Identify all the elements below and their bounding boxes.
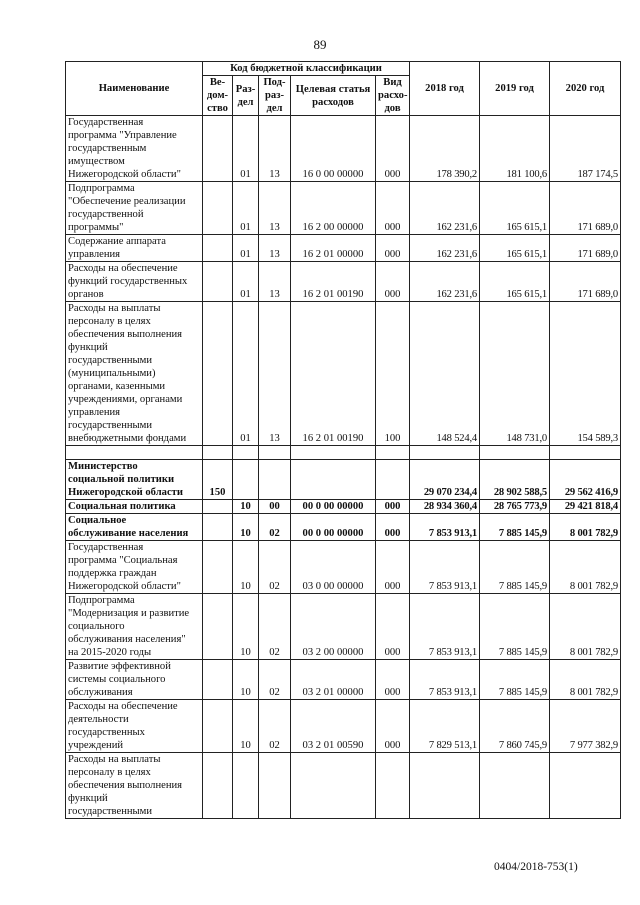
- page-number: 89: [313, 37, 327, 52]
- amount-2020-cell: 171 689,0: [550, 235, 621, 262]
- header-line: Под-: [263, 77, 286, 88]
- razdel-cell: 01: [233, 182, 259, 235]
- expense-type-cell: 000: [376, 700, 410, 753]
- target-article-cell: [291, 460, 376, 500]
- expense-type-cell: 000: [376, 660, 410, 700]
- razdel-cell: 10: [233, 594, 259, 660]
- razdel-cell: 01: [233, 116, 259, 182]
- razdel-cell: 10: [233, 660, 259, 700]
- row-name-line: Социальная политика: [68, 501, 176, 512]
- empty-cell: [480, 446, 550, 460]
- row-name: [66, 302, 203, 446]
- row-name-line: государственными: [68, 420, 153, 431]
- row-name-line: органов: [68, 289, 104, 300]
- expense-type-cell: [376, 753, 410, 819]
- header-line: дов: [384, 103, 401, 114]
- amount-2018-cell: 7 853 913,1: [410, 594, 480, 660]
- row-name-line: Нижегородской области": [68, 581, 181, 592]
- amount-2020-cell: 154 589,3: [550, 302, 621, 446]
- table-row: [66, 182, 621, 235]
- row-name: [66, 182, 203, 235]
- row-name-line: внебюджетными фондами: [68, 433, 187, 444]
- table-row: [66, 753, 621, 819]
- row-name: [66, 262, 203, 302]
- amount-2019-cell: 7 885 145,9: [480, 541, 550, 594]
- row-name-line: Нижегородской области": [68, 169, 181, 180]
- header-line: Вид: [383, 77, 402, 88]
- expense-type-cell: 000: [376, 514, 410, 541]
- row-name-line: деятельности: [68, 714, 129, 725]
- amount-2018-cell: 162 231,6: [410, 262, 480, 302]
- amount-2020-cell: 8 001 782,9: [550, 660, 621, 700]
- expense-type-cell: 000: [376, 594, 410, 660]
- target-article-cell: 16 2 01 00000: [291, 235, 376, 262]
- amount-2018-cell: 29 070 234,4: [410, 460, 480, 500]
- header-name: Наименование: [66, 62, 203, 116]
- podrazdel-cell: 02: [259, 660, 291, 700]
- row-name-line: Расходы на обеспечение: [68, 701, 178, 712]
- row-name-line: функций: [68, 793, 108, 804]
- amount-2018-cell: 7 829 513,1: [410, 700, 480, 753]
- amount-2019-cell: 165 615,1: [480, 182, 550, 235]
- row-name-line: персоналу в целях: [68, 767, 151, 778]
- header-line: дел: [266, 103, 283, 114]
- vedomstvo-cell: [203, 182, 233, 235]
- razdel-cell: [233, 753, 259, 819]
- podrazdel-cell: 00: [259, 500, 291, 514]
- header-target-article: [291, 76, 376, 116]
- amount-2019-cell: 7 885 145,9: [480, 660, 550, 700]
- header-line: дом-: [206, 90, 229, 101]
- target-article-cell: 16 2 00 00000: [291, 182, 376, 235]
- row-name: [66, 594, 203, 660]
- row-name-line: поддержка граждан: [68, 568, 157, 579]
- empty-cell: [291, 446, 376, 460]
- table-body: [66, 116, 621, 819]
- amount-2019-cell: 181 100,6: [480, 116, 550, 182]
- row-name-line: Расходы на выплаты: [68, 303, 161, 314]
- row-name-line: учреждений: [68, 740, 124, 751]
- podrazdel-cell: 13: [259, 182, 291, 235]
- vedomstvo-cell: [203, 235, 233, 262]
- vedomstvo-cell: [203, 541, 233, 594]
- target-article-cell: 03 2 01 00000: [291, 660, 376, 700]
- target-article-cell: 00 0 00 00000: [291, 514, 376, 541]
- row-name-line: государственными: [68, 806, 153, 817]
- empty-cell: [550, 446, 621, 460]
- row-name-line: на 2015-2020 годы: [68, 647, 152, 658]
- budget-table: [65, 61, 621, 819]
- empty-cell: [259, 446, 291, 460]
- row-name-line: управления: [68, 407, 121, 418]
- amount-2018-cell: [410, 753, 480, 819]
- row-name-line: программа "Управление: [68, 130, 177, 141]
- row-name-line: обслуживания населения": [68, 634, 186, 645]
- row-name: [66, 660, 203, 700]
- amount-2019-cell: 28 765 773,9: [480, 500, 550, 514]
- table-row: [66, 514, 621, 541]
- row-name-line: государственными: [68, 355, 153, 366]
- row-name: [66, 700, 203, 753]
- row-name: [66, 500, 203, 514]
- podrazdel-cell: 02: [259, 541, 291, 594]
- target-article-cell: 16 2 01 00190: [291, 262, 376, 302]
- amount-2018-cell: 7 853 913,1: [410, 660, 480, 700]
- row-name-line: обеспечения выполнения: [68, 329, 183, 340]
- vedomstvo-cell: [203, 753, 233, 819]
- amount-2019-cell: 148 731,0: [480, 302, 550, 446]
- vedomstvo-cell: [203, 700, 233, 753]
- row-name-line: Государственная: [68, 117, 144, 128]
- row-name-line: программы": [68, 222, 124, 233]
- row-name-line: обеспечения выполнения: [68, 780, 183, 791]
- amount-2019-cell: [480, 753, 550, 819]
- podrazdel-cell: 02: [259, 514, 291, 541]
- header-year-2019: 2019 год: [480, 62, 550, 116]
- header-line: расходов: [312, 96, 354, 108]
- amount-2018-cell: 7 853 913,1: [410, 514, 480, 541]
- row-name-line: учреждениями, органами: [68, 394, 183, 405]
- row-name-line: Расходы на обеспечение: [68, 263, 178, 274]
- header-year-2018: 2018 год: [410, 62, 480, 116]
- razdel-cell: [233, 460, 259, 500]
- row-name-line: социального: [68, 621, 125, 632]
- amount-2020-cell: 8 001 782,9: [550, 541, 621, 594]
- vedomstvo-cell: [203, 594, 233, 660]
- razdel-cell: 10: [233, 500, 259, 514]
- row-name-line: государственным: [68, 143, 147, 154]
- row-name-line: социальной политики: [68, 474, 175, 485]
- expense-type-cell: 000: [376, 262, 410, 302]
- target-article-cell: 03 0 00 00000: [291, 541, 376, 594]
- row-name-line: персоналу в целях: [68, 316, 151, 327]
- header-line: Ве-: [209, 77, 226, 88]
- amount-2020-cell: 29 562 416,9: [550, 460, 621, 500]
- row-name-line: обслуживания: [68, 687, 133, 698]
- row-name-line: программа "Социальная: [68, 555, 178, 566]
- empty-cell: [203, 446, 233, 460]
- amount-2019-cell: 7 885 145,9: [480, 594, 550, 660]
- header-line: раз-: [265, 90, 284, 101]
- table-row: [66, 302, 621, 446]
- amount-2018-cell: 28 934 360,4: [410, 500, 480, 514]
- amount-2020-cell: 8 001 782,9: [550, 594, 621, 660]
- row-name-line: (муниципальными): [68, 368, 156, 379]
- row-name-line: государственных: [68, 727, 145, 738]
- expense-type-cell: 000: [376, 182, 410, 235]
- vedomstvo-cell: [203, 500, 233, 514]
- vedomstvo-cell: [203, 116, 233, 182]
- razdel-cell: 10: [233, 541, 259, 594]
- podrazdel-cell: 02: [259, 700, 291, 753]
- vedomstvo-cell: 150: [203, 460, 233, 500]
- vedomstvo-cell: [203, 514, 233, 541]
- header-vedomstvo: [203, 76, 233, 116]
- row-name-line: управления: [68, 249, 121, 260]
- header-year-2020: 2020 год: [550, 62, 621, 116]
- expense-type-cell: 000: [376, 541, 410, 594]
- row-name-line: имуществом: [68, 156, 125, 167]
- expense-type-cell: [376, 460, 410, 500]
- target-article-cell: 16 0 00 00000: [291, 116, 376, 182]
- header-classification-group: Код бюджетной классификации: [203, 62, 410, 76]
- header-podrazdel: [259, 76, 291, 116]
- amount-2019-cell: 7 885 145,9: [480, 514, 550, 541]
- row-name-line: функций: [68, 342, 108, 353]
- razdel-cell: 01: [233, 235, 259, 262]
- table-row: [66, 700, 621, 753]
- row-name-line: Расходы на выплаты: [68, 754, 161, 765]
- amount-2020-cell: 187 174,5: [550, 116, 621, 182]
- podrazdel-cell: 13: [259, 262, 291, 302]
- target-article-cell: 03 2 01 00590: [291, 700, 376, 753]
- razdel-cell: 01: [233, 262, 259, 302]
- amount-2019-cell: 7 860 745,9: [480, 700, 550, 753]
- empty-cell: [233, 446, 259, 460]
- expense-type-cell: 000: [376, 116, 410, 182]
- amount-2018-cell: 178 390,2: [410, 116, 480, 182]
- header-expense-type: [376, 76, 410, 116]
- amount-2020-cell: 8 001 782,9: [550, 514, 621, 541]
- row-name-line: органами, казенными: [68, 381, 166, 392]
- header-line: дел: [237, 96, 254, 108]
- podrazdel-cell: [259, 460, 291, 500]
- row-name-line: функций государственных: [68, 276, 188, 287]
- header-line: расхо-: [378, 90, 408, 101]
- row-name: [66, 460, 203, 500]
- vedomstvo-cell: [203, 302, 233, 446]
- header-line: Раз-: [235, 83, 256, 95]
- expense-type-cell: 100: [376, 302, 410, 446]
- amount-2018-cell: 162 231,6: [410, 235, 480, 262]
- row-name-line: "Модернизация и развитие: [68, 608, 190, 619]
- razdel-cell: 10: [233, 700, 259, 753]
- row-name-line: системы социального: [68, 674, 166, 685]
- amount-2020-cell: 7 977 382,9: [550, 700, 621, 753]
- expense-type-cell: 000: [376, 500, 410, 514]
- row-name: [66, 116, 203, 182]
- table-row: [66, 660, 621, 700]
- target-article-cell: [291, 753, 376, 819]
- amount-2019-cell: 165 615,1: [480, 235, 550, 262]
- row-name-line: Подпрограмма: [68, 183, 135, 194]
- row-name-line: государственной: [68, 209, 144, 220]
- table-row: [66, 262, 621, 302]
- amount-2018-cell: 7 853 913,1: [410, 541, 480, 594]
- amount-2018-cell: 162 231,6: [410, 182, 480, 235]
- row-name-line: "Обеспечение реализации: [68, 196, 186, 207]
- header-line: Целевая статья: [295, 83, 371, 95]
- row-name: [66, 235, 203, 262]
- target-article-cell: 00 0 00 00000: [291, 500, 376, 514]
- header-line: ство: [207, 103, 228, 114]
- razdel-cell: 01: [233, 302, 259, 446]
- podrazdel-cell: [259, 753, 291, 819]
- empty-cell: [66, 446, 203, 460]
- table-row: [66, 116, 621, 182]
- row-name-line: Социальное: [68, 515, 127, 526]
- table-row: [66, 460, 621, 500]
- expense-type-cell: 000: [376, 235, 410, 262]
- amount-2020-cell: 29 421 818,4: [550, 500, 621, 514]
- document-code: 0404/2018-753(1): [494, 861, 578, 873]
- table-row: [66, 235, 621, 262]
- table-spacer-row: [66, 446, 621, 460]
- row-name-line: Подпрограмма: [68, 595, 135, 606]
- target-article-cell: 16 2 01 00190: [291, 302, 376, 446]
- podrazdel-cell: 13: [259, 116, 291, 182]
- amount-2018-cell: 148 524,4: [410, 302, 480, 446]
- vedomstvo-cell: [203, 262, 233, 302]
- row-name: [66, 753, 203, 819]
- row-name-line: Развитие эффективной: [68, 661, 171, 672]
- row-name-line: Министерство: [68, 461, 138, 472]
- target-article-cell: 03 2 00 00000: [291, 594, 376, 660]
- empty-cell: [376, 446, 410, 460]
- podrazdel-cell: 02: [259, 594, 291, 660]
- amount-2020-cell: 171 689,0: [550, 182, 621, 235]
- podrazdel-cell: 13: [259, 302, 291, 446]
- amount-2019-cell: 28 902 588,5: [480, 460, 550, 500]
- vedomstvo-cell: [203, 660, 233, 700]
- amount-2020-cell: [550, 753, 621, 819]
- table-row: [66, 594, 621, 660]
- empty-cell: [410, 446, 480, 460]
- row-name-line: Государственная: [68, 542, 144, 553]
- header-razdel: [233, 76, 259, 116]
- row-name-line: Содержание аппарата: [68, 236, 166, 247]
- razdel-cell: 10: [233, 514, 259, 541]
- row-name-line: обслуживание населения: [68, 528, 189, 539]
- row-name: [66, 514, 203, 541]
- amount-2019-cell: 165 615,1: [480, 262, 550, 302]
- table-row: [66, 500, 621, 514]
- table-row: [66, 541, 621, 594]
- podrazdel-cell: 13: [259, 235, 291, 262]
- amount-2020-cell: 171 689,0: [550, 262, 621, 302]
- row-name: [66, 541, 203, 594]
- row-name-line: Нижегородской области: [68, 487, 183, 498]
